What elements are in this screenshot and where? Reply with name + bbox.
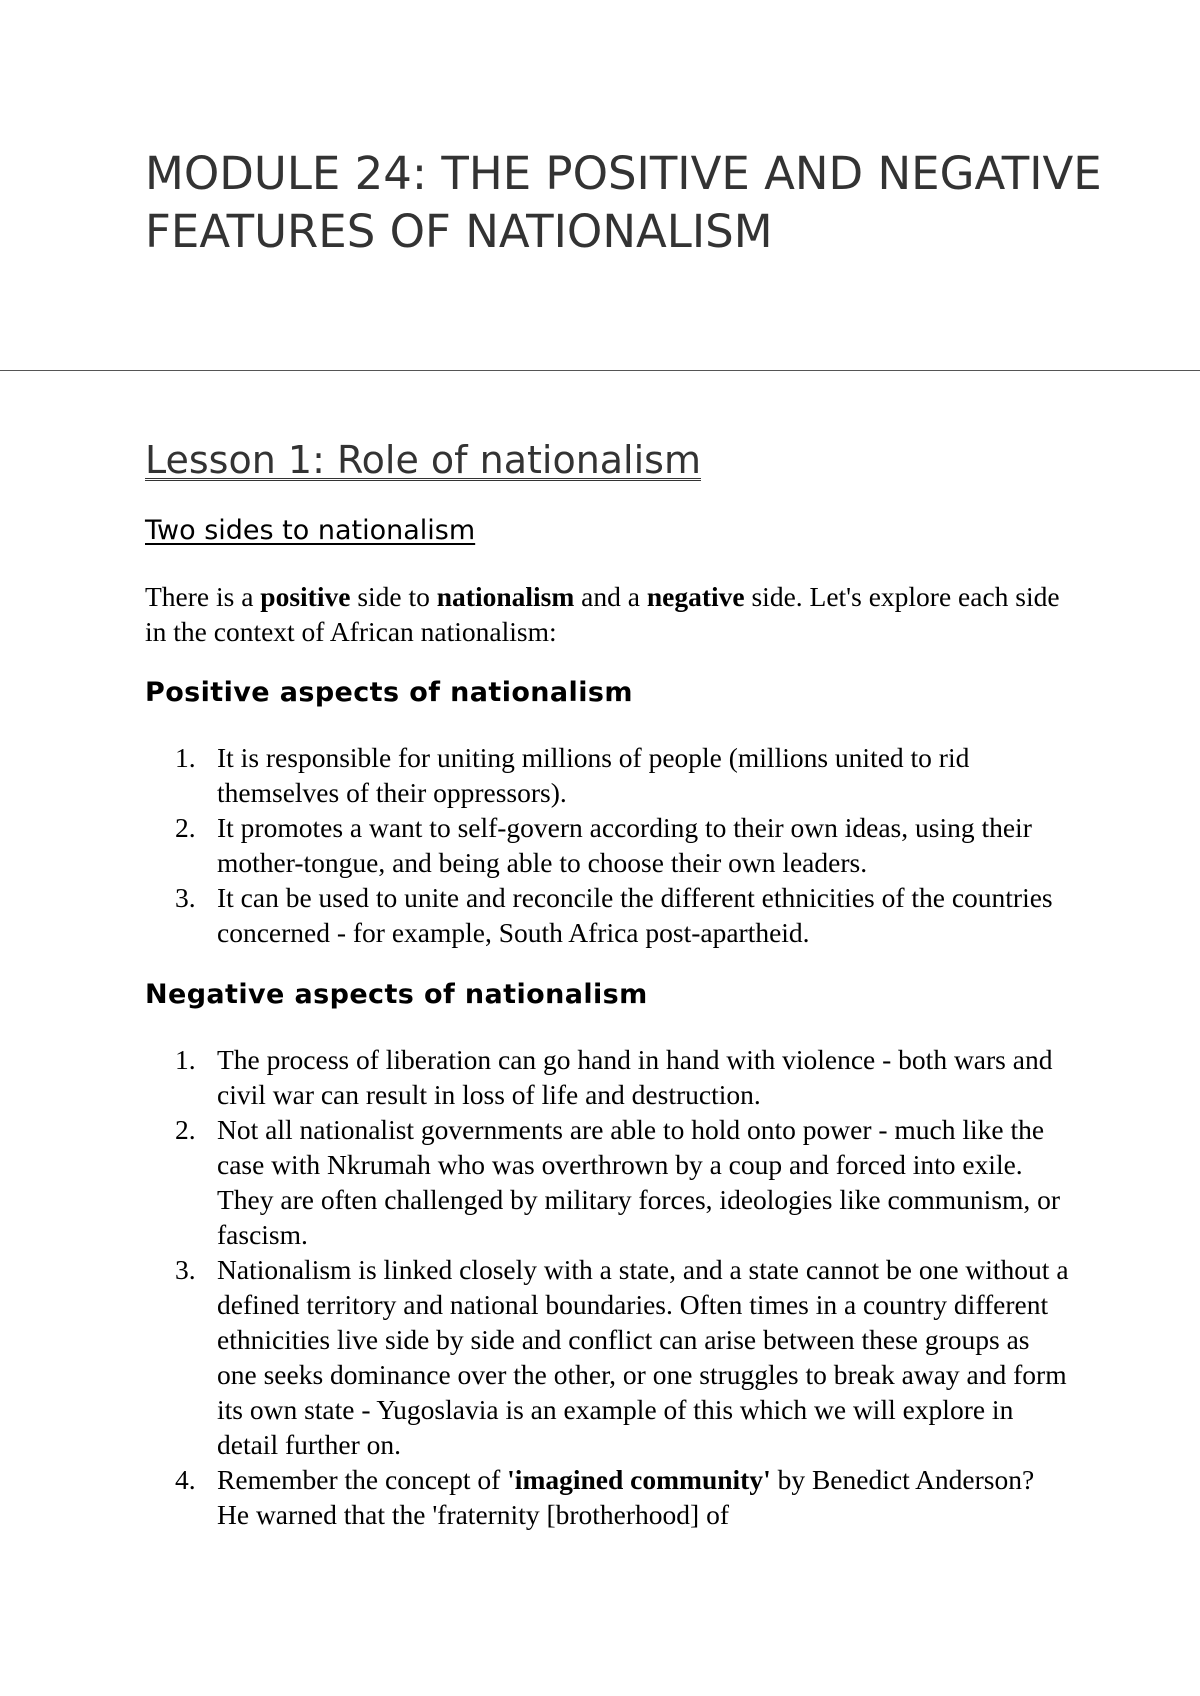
horizontal-divider [0, 370, 1200, 371]
intro-bold-negative: negative [646, 581, 745, 612]
negative-aspects-list [145, 1042, 1070, 1532]
list-item [145, 1042, 1070, 1112]
lesson-title: Lesson 1: Role of nationalism [145, 438, 701, 482]
list-item-text: The process of liberation can go hand in hand with violence - both wars and civil war can result in loss of life and destruction. [217, 1044, 1053, 1110]
list-item-number: 4. [175, 1464, 196, 1495]
positive-aspects-list [145, 740, 1070, 950]
list-item-number: 3. [175, 1254, 196, 1285]
intro-text: side. Let's explore each side in the context of African nationalism: [145, 581, 1060, 647]
list-item-text: Remember the concept of [217, 1464, 508, 1495]
intro-text: and a [574, 581, 647, 612]
list-item-bold-term: 'imagined community' [507, 1464, 771, 1495]
intro-bold-nationalism: nationalism [436, 581, 575, 612]
list-item [145, 810, 1070, 880]
module-title: MODULE 24: THE POSITIVE AND NEGATIVE FEATURES OF NATIONALISM [145, 147, 1102, 258]
positive-aspects-heading: Positive aspects of nationalism [145, 677, 633, 708]
intro-bold-positive: positive [260, 581, 351, 612]
intro-paragraph [145, 579, 1075, 649]
subheading-two-sides: Two sides to nationalism [145, 515, 476, 546]
list-item-text: Nationalism is linked closely with a state, and a state cannot be one without a defined territory and national boundaries. Often times in a country different ethnicities live side by side and conflict can arise between these groups as one seeks dominance over the other, or one struggles to break away and form its own state - Yugoslavia is an example of this which we will explore in detail further on. [217, 1254, 1069, 1460]
list-item-text: It is responsible for uniting millions of people (millions united to rid themselves of their oppressors). [217, 742, 970, 808]
list-item-number: 1. [175, 742, 196, 773]
negative-aspects-heading: Negative aspects of nationalism [145, 979, 648, 1010]
list-item-number: 2. [175, 1114, 196, 1145]
list-item [145, 880, 1070, 950]
list-item-text: by Benedict Anderson? He warned that the 'fraternity [brotherhood] of [217, 1464, 1035, 1530]
list-item [145, 1112, 1070, 1252]
intro-text: side to [350, 581, 437, 612]
list-item-number: 3. [175, 882, 196, 913]
list-item [145, 1462, 1070, 1532]
list-item [145, 1252, 1070, 1462]
list-item [145, 740, 1070, 810]
intro-text: There is a [145, 581, 261, 612]
list-item-number: 2. [175, 812, 196, 843]
list-item-text: It can be used to unite and reconcile the different ethnicities of the countries concerned - for example, South Africa post-apartheid. [217, 882, 1053, 948]
list-item-text: Not all nationalist governments are able to hold onto power - much like the case with Nkrumah who was overthrown by a coup and forced into exile. They are often challenged by military forces, ideologies like communism, or fascism. [217, 1114, 1061, 1250]
list-item-text: It promotes a want to self-govern according to their own ideas, using their mother-tongue, and being able to choose their own leaders. [217, 812, 1032, 878]
list-item-number: 1. [175, 1044, 196, 1075]
